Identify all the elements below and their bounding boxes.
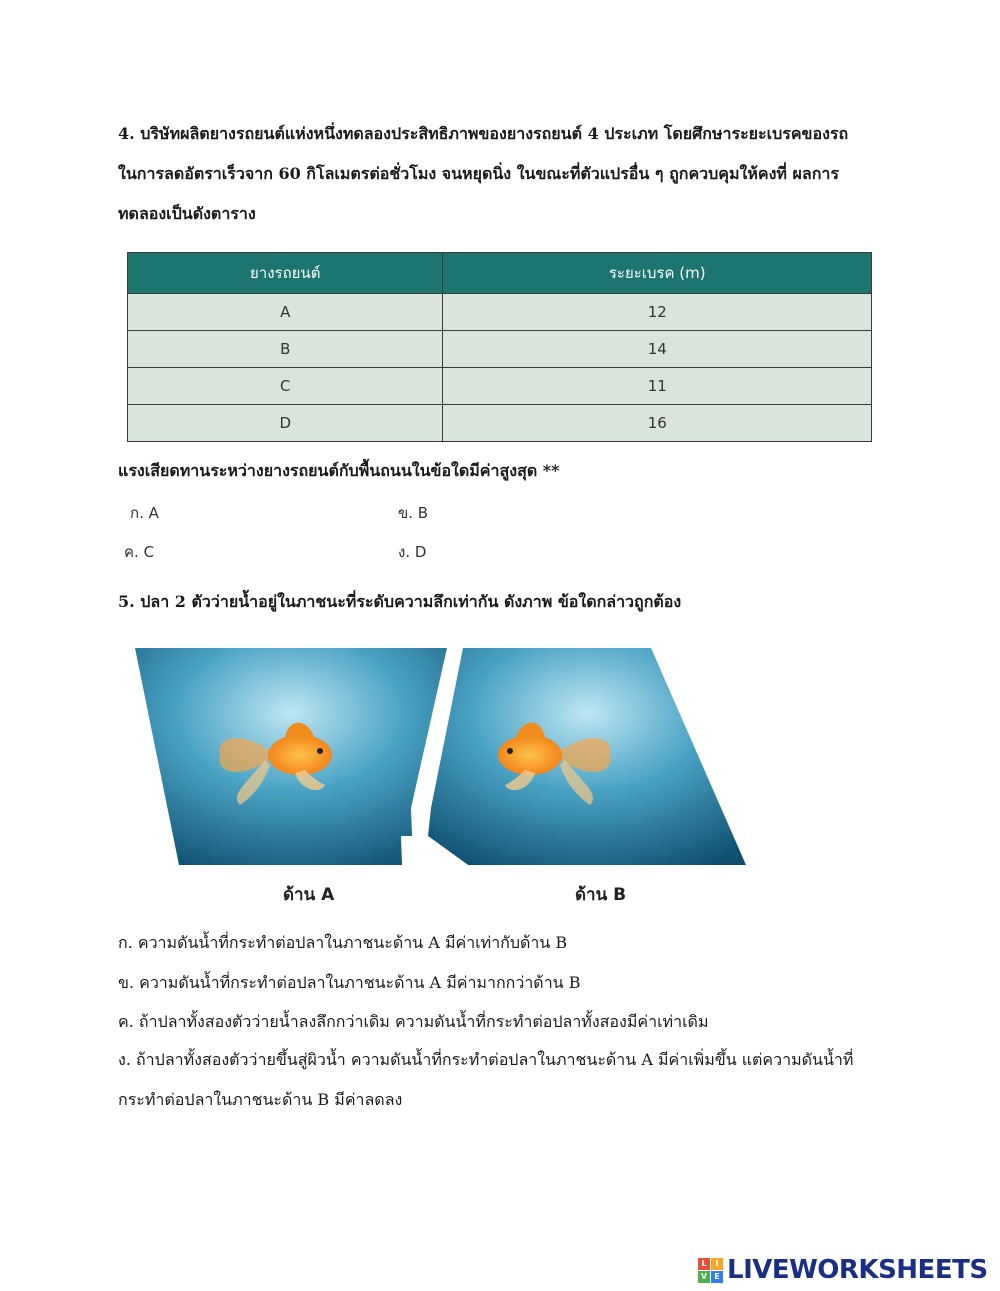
table-cell-tire: D xyxy=(128,405,443,442)
logo-text: LIVEWORKSHEETS xyxy=(727,1255,988,1285)
liveworksheets-logo-icon: L I V E xyxy=(698,1258,723,1283)
q4-option-a[interactable]: ก. A xyxy=(130,504,159,522)
q5-option-a[interactable]: ก. ความดันน้ำที่กระทำต่อปลาในภาชนะด้าน A มีค่าเท่ากับด้าน B xyxy=(118,933,568,952)
table-cell-distance: 14 xyxy=(443,331,872,368)
q5-option-c[interactable]: ค. ถ้าปลาทั้งสองตัวว่ายน้ำลงลึกกว่าเดิม ความดันน้ำที่กระทำต่อปลาทั้งสองมีค่าเท่าเดิม xyxy=(118,1012,709,1031)
q4-text-line3: ทดลองเป็นดังตาราง xyxy=(118,204,256,223)
header-tire: ยางรถยนต์ xyxy=(128,253,443,294)
q4-text-line1: 4. บริษัทผลิตยางรถยนต์แห่งหนึ่งทดลองประสิทธิภาพของยางรถยนต์ 4 ประเภท โดยศึกษาระยะเบรคของรถ xyxy=(118,124,849,143)
q4-option-c[interactable]: ค. C xyxy=(124,543,155,561)
liveworksheets-logo xyxy=(698,1256,988,1284)
table-cell-tire: B xyxy=(128,331,443,368)
q5-question: 5. ปลา 2 ตัวว่ายน้ำอยู่ในภาชนะที่ระดับความลึกเท่ากัน ดังภาพ ข้อใดกล่าวถูกต้อง xyxy=(118,592,682,611)
table-cell-distance: 12 xyxy=(443,294,872,331)
q4-text-line2: ในการลดอัตราเร็วจาก 60 กิโลเมตรต่อชั่วโมง จนหยุดนิ่ง ในขณะที่ตัวแปรอื่น ๆ ถูกควบคุมให้คงที่ ผลการ xyxy=(118,164,839,183)
label-side-b: ด้าน B xyxy=(575,885,627,905)
q4-option-d[interactable]: ง. D xyxy=(398,543,427,561)
q5-option-d-continued: กระทำต่อปลาในภาชนะด้าน B มีค่าลดลง xyxy=(118,1090,403,1109)
q4-question: แรงเสียดทานระหว่างยางรถยนต์กับพื้นถนนในข้อใดมีค่าสูงสุด ** xyxy=(118,461,560,480)
table-cell-tire: A xyxy=(128,294,443,331)
header-brake-distance: ระยะเบรค (m) xyxy=(443,253,872,294)
table-cell-distance: 11 xyxy=(443,368,872,405)
table-cell-tire: C xyxy=(128,368,443,405)
q5-option-d[interactable]: ง. ถ้าปลาทั้งสองตัวว่ายขึ้นสู่ผิวน้ำ ความดันน้ำที่กระทำต่อปลาในภาชนะด้าน A มีค่าเพิ่มขึ้น แต่ความดันน้ำที่ xyxy=(118,1050,854,1069)
table-cell-distance: 16 xyxy=(443,405,872,442)
q5-option-b[interactable]: ข. ความดันน้ำที่กระทำต่อปลาในภาชนะด้าน A มีค่ามากกว่าด้าน B xyxy=(118,973,581,992)
label-side-a: ด้าน A xyxy=(283,885,335,905)
q4-option-b[interactable]: ข. B xyxy=(398,504,429,522)
